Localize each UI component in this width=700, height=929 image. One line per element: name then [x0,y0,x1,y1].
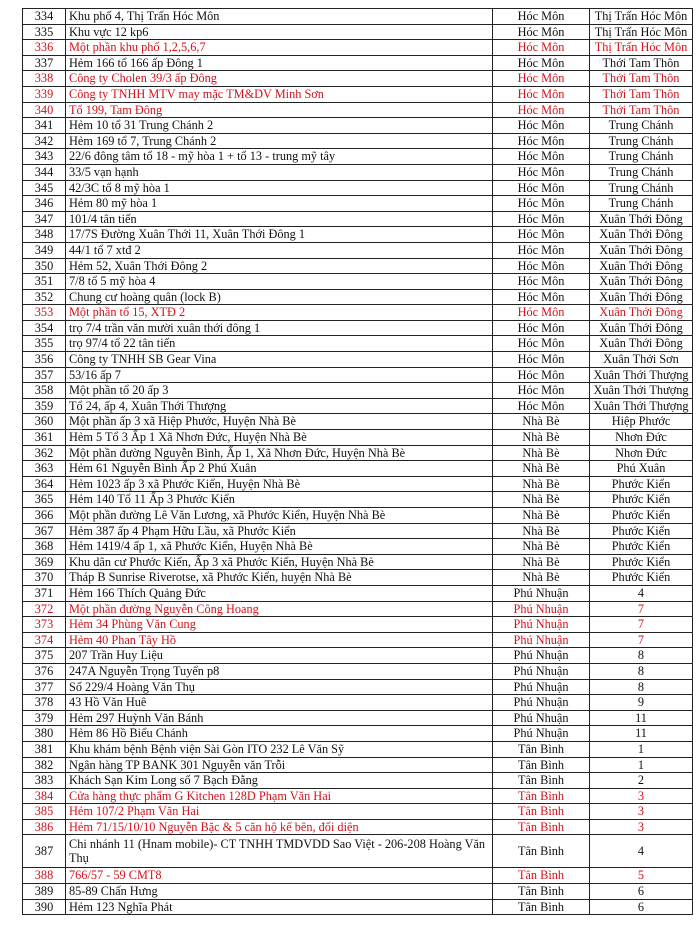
row-ward: 6 [590,884,693,900]
row-address: Công ty Cholen 39/3 ấp Đông [66,71,493,87]
row-address: 17/7S Đường Xuân Thới 11, Xuân Thới Đông 1 [66,227,493,243]
table-row [23,554,693,570]
row-address: Tổ 24, ấp 4, Xuân Thới Thượng [66,398,493,414]
row-district: Nhà Bè [493,492,590,508]
row-ward: Xuân Thới Đông [590,242,693,258]
row-ward: 4 [590,585,693,601]
table-row [23,835,693,868]
table-row [23,461,693,477]
row-address: 101/4 tân tiến [66,211,493,227]
row-address: Hẻm 140 Tổ 11 Ấp 3 Phước Kiển [66,492,493,508]
row-ward: Phước Kiển [590,539,693,555]
row-number: 368 [23,539,66,555]
row-ward: 8 [590,648,693,664]
row-number: 384 [23,788,66,804]
table-row [23,632,693,648]
row-number: 355 [23,336,66,352]
row-number: 334 [23,9,66,25]
row-address: Hẻm 166 tổ 166 ấp Đông 1 [66,55,493,71]
row-address: Cửa hàng thực phẩm G Kitchen 128D Phạm Văn Hai [66,788,493,804]
table-row [23,367,693,383]
row-ward: 7 [590,601,693,617]
row-district: Nhà Bè [493,445,590,461]
row-ward: Xuân Thới Đông [590,305,693,321]
table-body [23,9,693,915]
row-address: Hẻm 123 Nghĩa Phát [66,899,493,915]
row-district: Hóc Môn [493,133,590,149]
table-row [23,663,693,679]
table-row [23,9,693,25]
row-ward: Phước Kiển [590,523,693,539]
table-row [23,258,693,274]
row-address: 85-89 Chấn Hưng [66,884,493,900]
table-row [23,86,693,102]
row-address: Khu dân cư Phước Kiển, Ấp 3 xã Phước Kiển, Huyện Nhà Bè [66,554,493,570]
row-address: Hẻm 52, Xuân Thới Đông 2 [66,258,493,274]
row-number: 335 [23,24,66,40]
row-number: 358 [23,383,66,399]
table-row [23,102,693,118]
row-number: 360 [23,414,66,430]
table-row [23,804,693,820]
row-address: Hẻm 86 Hồ Biểu Chánh [66,726,493,742]
row-ward: Thới Tam Thôn [590,86,693,102]
row-number: 370 [23,570,66,586]
row-number: 390 [23,899,66,915]
row-number: 376 [23,663,66,679]
row-address: Số 229/4 Hoàng Văn Thụ [66,679,493,695]
row-district: Tân Bình [493,788,590,804]
row-number: 379 [23,710,66,726]
row-district: Phú Nhuận [493,617,590,633]
table-row [23,196,693,212]
row-number: 356 [23,352,66,368]
row-district: Hóc Môn [493,398,590,414]
row-number: 361 [23,430,66,446]
row-district: Hóc Môn [493,71,590,87]
table-row [23,445,693,461]
row-ward: Xuân Thới Thượng [590,398,693,414]
table-row [23,773,693,789]
row-address: Một phần đường Nguyễn Công Hoang [66,601,493,617]
row-district: Hóc Môn [493,227,590,243]
table-row [23,741,693,757]
row-district: Nhà Bè [493,508,590,524]
row-district: Tân Bình [493,773,590,789]
table-row [23,617,693,633]
row-ward: Phước Kiển [590,554,693,570]
table-row [23,242,693,258]
row-number: 372 [23,601,66,617]
address-table [22,8,693,915]
row-district: Hóc Môn [493,305,590,321]
row-number: 347 [23,211,66,227]
row-ward: Xuân Thới Đông [590,274,693,290]
row-district: Hóc Môn [493,9,590,25]
row-ward: Xuân Thới Thượng [590,383,693,399]
row-number: 389 [23,884,66,900]
row-ward: 3 [590,819,693,835]
row-address: Hẻm 297 Huỳnh Văn Bánh [66,710,493,726]
row-address: Tổ 199, Tam Đông [66,102,493,118]
row-district: Nhà Bè [493,539,590,555]
row-district: Hóc Môn [493,274,590,290]
row-address: Khách Sạn Kim Long số 7 Bạch Đằng [66,773,493,789]
row-address: 44/1 tổ 7 xtđ 2 [66,242,493,258]
row-district: Hóc Môn [493,242,590,258]
row-district: Tân Bình [493,819,590,835]
row-ward: 8 [590,679,693,695]
row-address: Hẻm 61 Nguyễn Bình Ấp 2 Phú Xuân [66,461,493,477]
row-number: 364 [23,476,66,492]
row-number: 357 [23,367,66,383]
row-district: Hóc Môn [493,40,590,56]
row-number: 354 [23,320,66,336]
row-address: Chi nhánh 11 (Hnam mobile)- CT TNHH TMDVDD Sao Việt - 206-208 Hoàng Văn Thụ [66,835,493,868]
table-row [23,352,693,368]
row-district: Phú Nhuận [493,632,590,648]
row-district: Hóc Môn [493,336,590,352]
row-district: Hóc Môn [493,24,590,40]
row-ward: Xuân Thới Đông [590,289,693,305]
row-district: Hóc Môn [493,258,590,274]
row-address: Công ty TNHH MTV may mặc TM&DV Minh Sơn [66,86,493,102]
row-district: Hóc Môn [493,86,590,102]
row-district: Tân Bình [493,741,590,757]
row-ward: Trung Chánh [590,164,693,180]
row-district: Hóc Môn [493,149,590,165]
row-address: Công ty TNHH SB Gear Vina [66,352,493,368]
row-number: 383 [23,773,66,789]
row-number: 350 [23,258,66,274]
table-row [23,648,693,664]
row-address: Một phần tổ 20 ấp 3 [66,383,493,399]
row-address: Khu khám bệnh Bệnh viện Sài Gòn ITO 232 Lê Văn Sỹ [66,741,493,757]
row-ward: Phước Kiển [590,570,693,586]
row-number: 374 [23,632,66,648]
row-ward: 1 [590,741,693,757]
row-ward: Thới Tam Thôn [590,55,693,71]
table-row [23,274,693,290]
table-row [23,24,693,40]
row-address: Khu vực 12 kp6 [66,24,493,40]
row-number: 338 [23,71,66,87]
row-district: Tân Bình [493,757,590,773]
row-district: Nhà Bè [493,570,590,586]
row-ward: 11 [590,710,693,726]
row-ward: Xuân Thới Đông [590,211,693,227]
row-district: Phú Nhuận [493,726,590,742]
row-address: Chung cư hoàng quân (lock B) [66,289,493,305]
row-address: trọ 7/4 trần văn mười xuân thới đông 1 [66,320,493,336]
row-ward: 7 [590,632,693,648]
row-ward: Nhơn Đức [590,445,693,461]
row-number: 362 [23,445,66,461]
row-district: Hóc Môn [493,352,590,368]
row-number: 345 [23,180,66,196]
table-row [23,40,693,56]
table-row [23,430,693,446]
row-ward: Hiệp Phước [590,414,693,430]
table-row [23,320,693,336]
row-number: 365 [23,492,66,508]
row-ward: Trung Chánh [590,196,693,212]
row-district: Hóc Môn [493,383,590,399]
row-district: Tân Bình [493,884,590,900]
row-number: 386 [23,819,66,835]
row-ward: Xuân Thới Thượng [590,367,693,383]
table-row [23,757,693,773]
row-district: Tân Bình [493,804,590,820]
row-address: 53/16 ấp 7 [66,367,493,383]
row-number: 348 [23,227,66,243]
row-address: Hẻm 5 Tổ 3 Ấp 1 Xã Nhơn Đức, Huyện Nhà Bè [66,430,493,446]
row-address: 22/6 đông tâm tổ 18 - mỹ hòa 1 + tổ 13 - trung mỹ tây [66,149,493,165]
row-address: 43 Hồ Văn Huê [66,695,493,711]
row-number: 371 [23,585,66,601]
row-ward: Xuân Thới Đông [590,227,693,243]
row-ward: Thị Trấn Hóc Môn [590,9,693,25]
row-ward: 3 [590,788,693,804]
row-number: 363 [23,461,66,477]
row-number: 359 [23,398,66,414]
row-address: 766/57 - 59 CMT8 [66,868,493,884]
row-number: 369 [23,554,66,570]
table-row [23,679,693,695]
row-ward: 5 [590,868,693,884]
row-address: Hẻm 387 ấp 4 Phạm Hữu Lầu, xã Phước Kiển [66,523,493,539]
row-number: 343 [23,149,66,165]
table-row [23,180,693,196]
row-ward: 11 [590,726,693,742]
row-address: Một phần đường Lê Văn Lương, xã Phước Kiển, Huyện Nhà Bè [66,508,493,524]
row-number: 385 [23,804,66,820]
table-row [23,133,693,149]
table-row [23,726,693,742]
row-address: Hẻm 1419/4 ấp 1, xã Phước Kiển, Huyện Nhà Bè [66,539,493,555]
row-ward: Trung Chánh [590,118,693,134]
row-address: Hẻm 166 Thích Quảng Đức [66,585,493,601]
row-district: Nhà Bè [493,554,590,570]
row-address: Tháp B Sunrise Riverotse, xã Phước Kiển, huyện Nhà Bè [66,570,493,586]
row-number: 367 [23,523,66,539]
row-number: 366 [23,508,66,524]
row-ward: 3 [590,804,693,820]
row-number: 387 [23,835,66,868]
row-number: 375 [23,648,66,664]
row-district: Hóc Môn [493,196,590,212]
row-district: Hóc Môn [493,118,590,134]
table-row [23,149,693,165]
row-ward: Thới Tam Thôn [590,102,693,118]
row-number: 381 [23,741,66,757]
row-number: 342 [23,133,66,149]
row-ward: Thị Trấn Hóc Môn [590,24,693,40]
row-district: Hóc Môn [493,211,590,227]
row-number: 377 [23,679,66,695]
row-ward: Xuân Thới Sơn [590,352,693,368]
row-address: 7/8 tổ 5 mỹ hòa 4 [66,274,493,290]
row-number: 340 [23,102,66,118]
row-ward: Xuân Thới Đông [590,336,693,352]
row-ward: Nhơn Đức [590,430,693,446]
row-district: Phú Nhuận [493,710,590,726]
row-district: Nhà Bè [493,476,590,492]
row-district: Phú Nhuận [493,695,590,711]
row-ward: Phước Kiển [590,492,693,508]
table-row [23,508,693,524]
row-district: Hóc Môn [493,55,590,71]
table-row [23,164,693,180]
row-ward: 2 [590,773,693,789]
table-row [23,71,693,87]
table-row [23,414,693,430]
table-row [23,383,693,399]
row-ward: Xuân Thới Đông [590,258,693,274]
row-district: Phú Nhuận [493,663,590,679]
row-address: 207 Trần Huy Liệu [66,648,493,664]
row-district: Tân Bình [493,899,590,915]
row-address: Hẻm 107/2 Phạm Văn Hai [66,804,493,820]
table-row [23,710,693,726]
row-ward: 7 [590,617,693,633]
row-district: Phú Nhuận [493,679,590,695]
table-row [23,305,693,321]
row-district: Hóc Môn [493,180,590,196]
table-row [23,55,693,71]
row-district: Tân Bình [493,835,590,868]
table-row [23,585,693,601]
row-address: Hẻm 80 mỹ hòa 1 [66,196,493,212]
row-district: Nhà Bè [493,461,590,477]
row-address: Khu phố 4, Thị Trấn Hóc Môn [66,9,493,25]
row-ward: Thới Tam Thôn [590,71,693,87]
table-row [23,539,693,555]
row-number: 344 [23,164,66,180]
row-address: 33/5 vạn hạnh [66,164,493,180]
row-address: Một phần tổ 15, XTĐ 2 [66,305,493,321]
table-row [23,118,693,134]
row-address: Hẻm 34 Phùng Văn Cung [66,617,493,633]
row-address: trọ 97/4 tổ 22 tân tiến [66,336,493,352]
row-address: Hẻm 169 tổ 7, Trung Chánh 2 [66,133,493,149]
row-district: Hóc Môn [493,320,590,336]
row-district: Nhà Bè [493,523,590,539]
table-row [23,523,693,539]
table-row [23,884,693,900]
row-ward: 8 [590,663,693,679]
row-district: Phú Nhuận [493,648,590,664]
table-row [23,570,693,586]
row-ward: Phước Kiển [590,508,693,524]
row-number: 382 [23,757,66,773]
table-row [23,899,693,915]
row-address: Ngân hàng TP BANK 301 Nguyễn văn Trỗi [66,757,493,773]
row-district: Nhà Bè [493,430,590,446]
row-ward: Thị Trấn Hóc Môn [590,40,693,56]
row-number: 336 [23,40,66,56]
row-number: 352 [23,289,66,305]
row-number: 341 [23,118,66,134]
row-ward: 1 [590,757,693,773]
row-ward: Trung Chánh [590,180,693,196]
row-number: 346 [23,196,66,212]
row-ward: 4 [590,835,693,868]
row-number: 337 [23,55,66,71]
row-address: Hẻm 10 tổ 31 Trung Chánh 2 [66,118,493,134]
row-ward: Trung Chánh [590,133,693,149]
row-district: Phú Nhuận [493,585,590,601]
row-district: Hóc Môn [493,102,590,118]
row-number: 339 [23,86,66,102]
table-row [23,211,693,227]
table-row [23,695,693,711]
row-ward: Phú Xuân [590,461,693,477]
row-number: 373 [23,617,66,633]
row-address: Một phần đường Nguyễn Bình, Ấp 1, Xã Nhơn Đức, Huyện Nhà Bè [66,445,493,461]
row-number: 380 [23,726,66,742]
row-district: Phú Nhuận [493,601,590,617]
row-address: Hẻm 40 Phan Tây Hồ [66,632,493,648]
row-address: Một phần khu phố 1,2,5,6,7 [66,40,493,56]
row-number: 349 [23,242,66,258]
row-number: 378 [23,695,66,711]
row-district: Nhà Bè [493,414,590,430]
table-row [23,788,693,804]
row-district: Tân Bình [493,868,590,884]
row-number: 388 [23,868,66,884]
row-address: 42/3C tổ 8 mỹ hòa 1 [66,180,493,196]
row-number: 353 [23,305,66,321]
row-ward: Trung Chánh [590,149,693,165]
table-row [23,601,693,617]
table-row [23,819,693,835]
table-row [23,289,693,305]
row-district: Hóc Môn [493,164,590,180]
row-address: Hẻm 71/15/10/10 Nguyễn Bặc & 5 căn hộ kế bên, đối diện [66,819,493,835]
row-ward: 9 [590,695,693,711]
row-district: Hóc Môn [493,289,590,305]
table-row [23,336,693,352]
table-row [23,492,693,508]
table-row [23,476,693,492]
row-address: Hẻm 1023 ấp 3 xã Phước Kiển, Huyện Nhà Bè [66,476,493,492]
table-row [23,227,693,243]
table-row [23,868,693,884]
row-ward: Xuân Thới Đông [590,320,693,336]
table-row [23,398,693,414]
row-ward: 6 [590,899,693,915]
row-ward: Phước Kiển [590,476,693,492]
row-address: 247A Nguyễn Trọng Tuyển p8 [66,663,493,679]
row-district: Hóc Môn [493,367,590,383]
row-number: 351 [23,274,66,290]
row-address: Một phần ấp 3 xã Hiệp Phước, Huyện Nhà Bè [66,414,493,430]
